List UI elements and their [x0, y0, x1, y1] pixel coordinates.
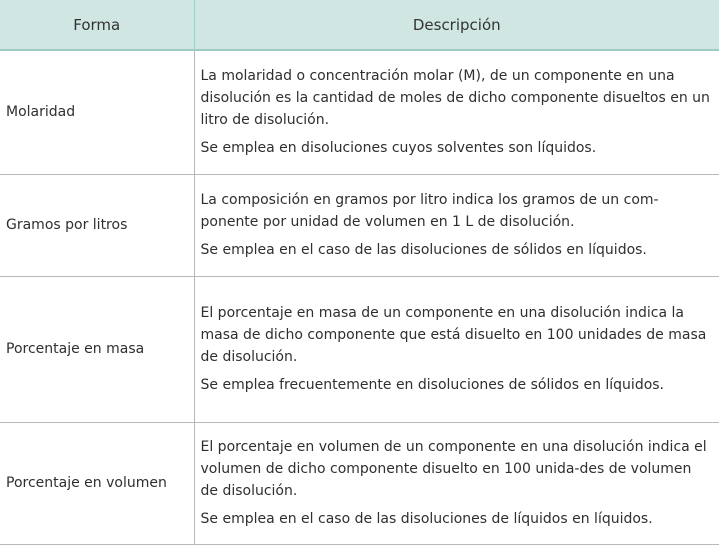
usage-paragraph: Se emplea frecuentemente en disoluciones de sólidos en líquidos.: [200, 377, 665, 393]
usage-paragraph: Se emplea en el caso de las disoluciones de líquidos en líquidos.: [200, 511, 653, 527]
usage-paragraph: Se emplea en el caso de las disoluciones de sólidos en líquidos.: [200, 242, 647, 258]
table-row: [0, 50, 719, 174]
usage-paragraph: Se emplea en disoluciones cuyos solventes son líquidos.: [200, 140, 597, 157]
row-descripcion: [194, 422, 719, 544]
row-forma: Molaridad: [0, 50, 194, 174]
description-paragraph: El porcentaje en volumen de un componente en una disolución indica el volumen de dicho componente disuelto en 100 unida-des de volumen de disolución.: [200, 439, 707, 499]
row-descripcion: [194, 50, 719, 174]
description-paragraph: La molaridad o concentración molar (M), de un componente en una disolución es la cantidad de moles de dicho componente disueltos en un litro de disolución.: [200, 68, 710, 129]
header-forma: Forma: [0, 0, 194, 50]
row-descripcion: [194, 276, 719, 422]
table-row: [0, 422, 719, 544]
row-forma: Gramos por litros: [0, 174, 194, 276]
description-paragraph: La composición en gramos por litro indica los gramos de un com-ponente por unidad de volumen en 1 L de disolución.: [200, 192, 659, 230]
description-paragraph: El porcentaje en masa de un componente en una disolución indica la masa de dicho componente que está disuelto en 100 unidades de masa de disolución.: [200, 305, 707, 365]
row-descripcion: [194, 174, 719, 276]
table-header: [0, 0, 719, 50]
row-forma: Porcentaje en masa: [0, 276, 194, 422]
table-row: [0, 174, 719, 276]
table-row: [0, 276, 719, 422]
row-forma: Porcentaje en volumen: [0, 422, 194, 544]
header-descripcion: Descripción: [194, 0, 719, 50]
